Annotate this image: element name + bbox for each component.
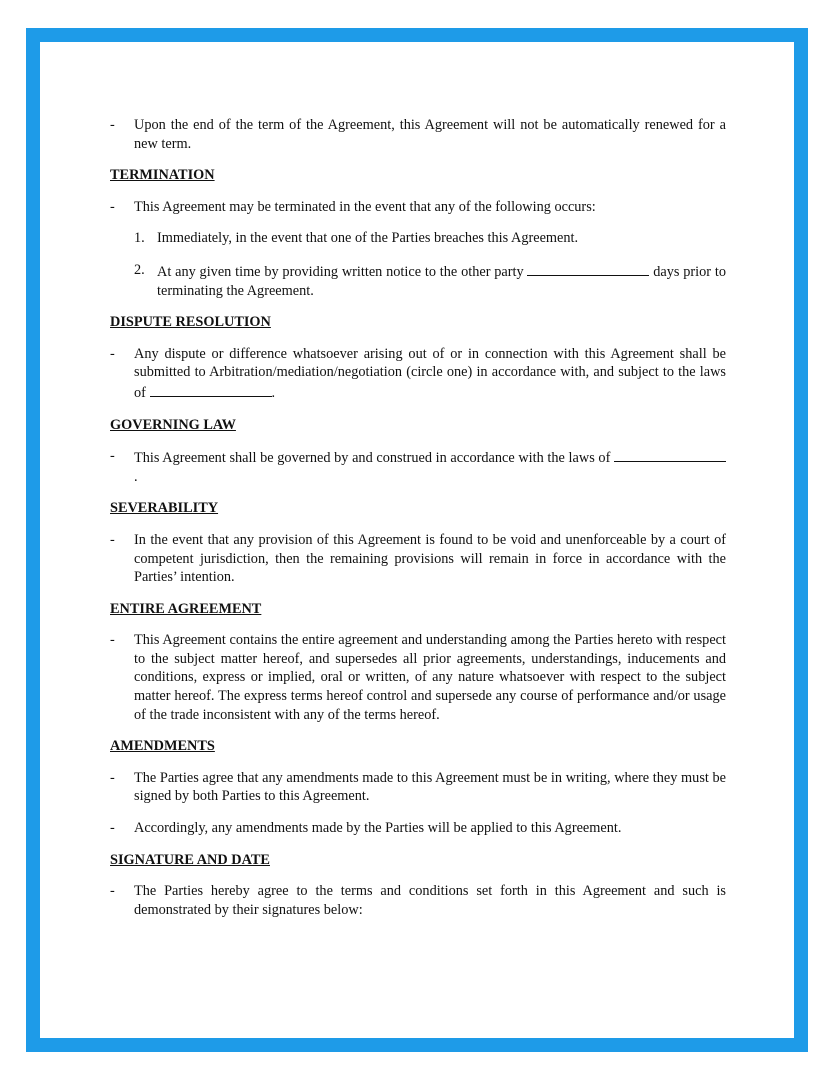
bullet-dash: - [110,820,115,837]
governing-law-text-end: . [134,468,138,485]
severability-clause [110,531,726,587]
notice-days-blank[interactable] [527,261,649,276]
dispute-text-end: . [271,384,276,401]
bullet-dash: - [110,448,115,465]
termination-item-2-pre: At any given time by providing written notice to the other party [157,263,524,280]
amendments-clause-2 [110,819,726,838]
governing-law-clause [110,447,726,486]
signature-text: The Parties hereby agree to the terms and conditions set forth in this Agreement and such is demonstrated by their signatures below: [134,883,726,918]
bullet-dash: - [110,632,115,649]
entire-agreement-clause [110,631,726,724]
signature-date-heading: SIGNATURE AND DATE [110,851,270,868]
termination-intro-text: This Agreement may be terminated in the event that any of the following occurs: [134,198,596,215]
termination-item-2 [110,261,726,300]
document-body [110,116,726,932]
amendments-text-1: The Parties agree that any amendments made to this Agreement must be in writing, where they must be signed by both Parties to this Agreement. [134,769,726,805]
termination-item-1 [110,229,726,248]
renewal-clause [110,116,726,153]
signature-clause [110,882,726,919]
bullet-dash: - [110,198,115,215]
amendments-heading: AMENDMENTS [110,738,215,755]
bullet-dash: - [110,769,115,786]
governing-laws-blank[interactable] [614,447,726,462]
item-number: 1. [134,230,145,247]
termination-item-1-text: Immediately, in the event that one of the Parties breaches this Agreement. [157,230,579,247]
severability-heading: SEVERABILITY [110,500,219,517]
amendments-clause-1 [110,769,726,806]
bullet-dash: - [110,345,115,362]
entire-agreement-text: This Agreement contains the entire agreement and understanding among the Parties hereto with respect to the subject matter hereof, and supersedes all prior agreements, understandings, inducements and conditions, express or implied, oral or written, of any nature whatsoever with respect to the subject matter hereof. The express terms hereof control and supersede any course of performance and/or usage of the trade inconsistent with any of the terms hereof. [134,632,726,723]
dispute-resolution-heading: DISPUTE RESOLUTION [110,314,271,331]
termination-item-2-post: days prior to terminating the Agreement. [157,263,726,299]
dispute-laws-blank[interactable] [150,382,272,397]
dispute-text: Any dispute or difference whatsoever arising out of or in connection with this Agreement shall be submitted to Arbitration/mediation/negotiation (circle one) in accordance with, and subject to the laws of [134,345,726,401]
termination-heading: TERMINATION [110,167,215,184]
entire-agreement-heading: ENTIRE AGREEMENT [110,600,262,617]
bullet-dash: - [110,117,115,133]
renewal-text: Upon the end of the term of the Agreement, this Agreement will not be automatically renewed for a new term. [134,117,726,152]
dispute-clause [110,345,726,403]
governing-law-heading: GOVERNING LAW [110,416,236,433]
governing-law-text: This Agreement shall be governed by and construed in accordance with the laws of [134,450,611,467]
termination-intro [110,198,726,217]
bullet-dash: - [110,531,115,548]
amendments-text-2: Accordingly, any amendments made by the Parties will be applied to this Agreement. [134,820,622,837]
bullet-dash: - [110,883,115,900]
item-number: 2. [134,261,145,278]
severability-text: In the event that any provision of this Agreement is found to be void and unenforceable by a court of competent jurisdiction, then the remaining provisions will remain in force in accordance with the Parties’ intention. [134,531,726,586]
